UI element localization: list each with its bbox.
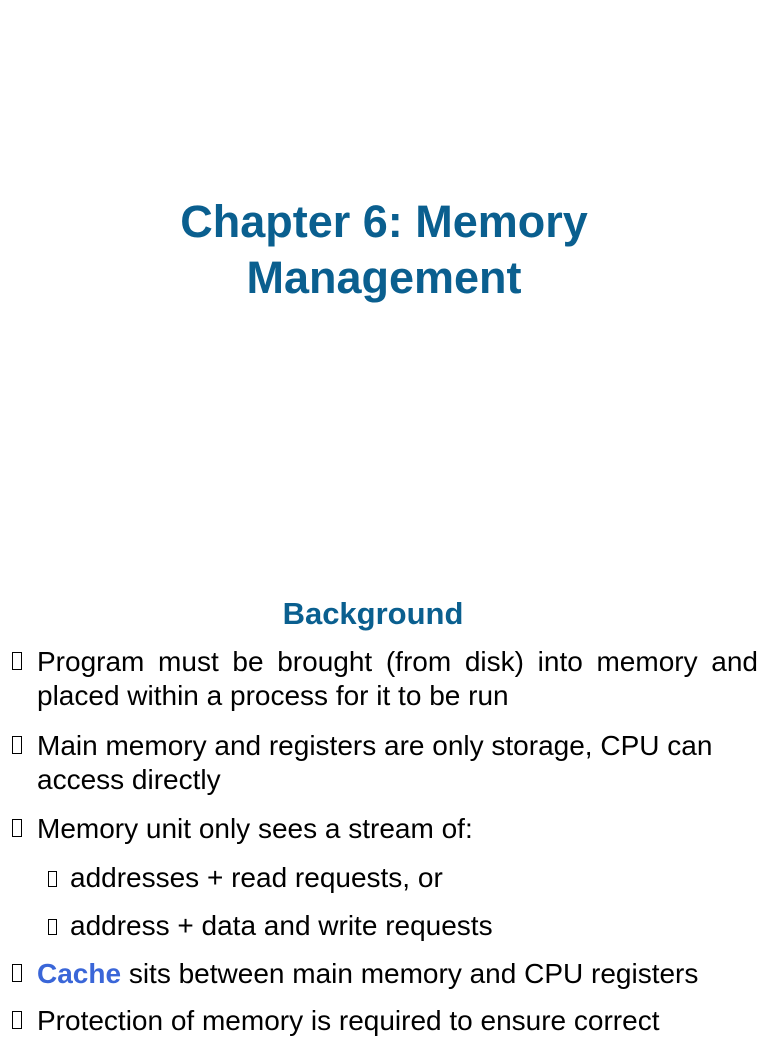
bullet-text: Main memory and registers are only storage, CPU can access directly xyxy=(37,730,713,795)
bullet-text: sits between main memory and CPU registers xyxy=(121,958,699,989)
bullet-text: Memory unit only sees a stream of: xyxy=(37,813,473,844)
sub-bullet-item xyxy=(48,861,748,895)
bullet-item xyxy=(12,729,758,797)
section-heading: Background xyxy=(282,596,464,631)
bullet-item xyxy=(12,812,758,846)
bullet-marker-icon xyxy=(12,652,22,670)
bullet-text: Protection of memory is required to ensure correct xyxy=(37,1005,660,1036)
bullet-item xyxy=(12,957,758,991)
sub-bullet-marker-icon xyxy=(48,919,57,935)
bullet-text: Program must be brought (from disk) into memory and placed within a process for it to be run xyxy=(37,646,758,711)
bullet-marker-icon xyxy=(12,1011,22,1029)
sub-bullet-text: address + data and write requests xyxy=(70,910,493,941)
sub-bullet-text: addresses + read requests, or xyxy=(70,862,443,893)
bullet-marker-icon xyxy=(12,964,22,982)
bullet-text-container xyxy=(37,957,758,991)
sub-bullet-marker-icon xyxy=(48,871,57,887)
bullet-marker-icon xyxy=(12,736,22,754)
bullet-marker-icon xyxy=(12,819,22,837)
cache-term: Cache xyxy=(37,958,122,989)
page-title: Chapter 6: Memory Management xyxy=(180,196,588,303)
bullet-item xyxy=(12,645,758,713)
bullet-item xyxy=(12,1004,758,1038)
sub-bullet-item xyxy=(48,909,748,943)
